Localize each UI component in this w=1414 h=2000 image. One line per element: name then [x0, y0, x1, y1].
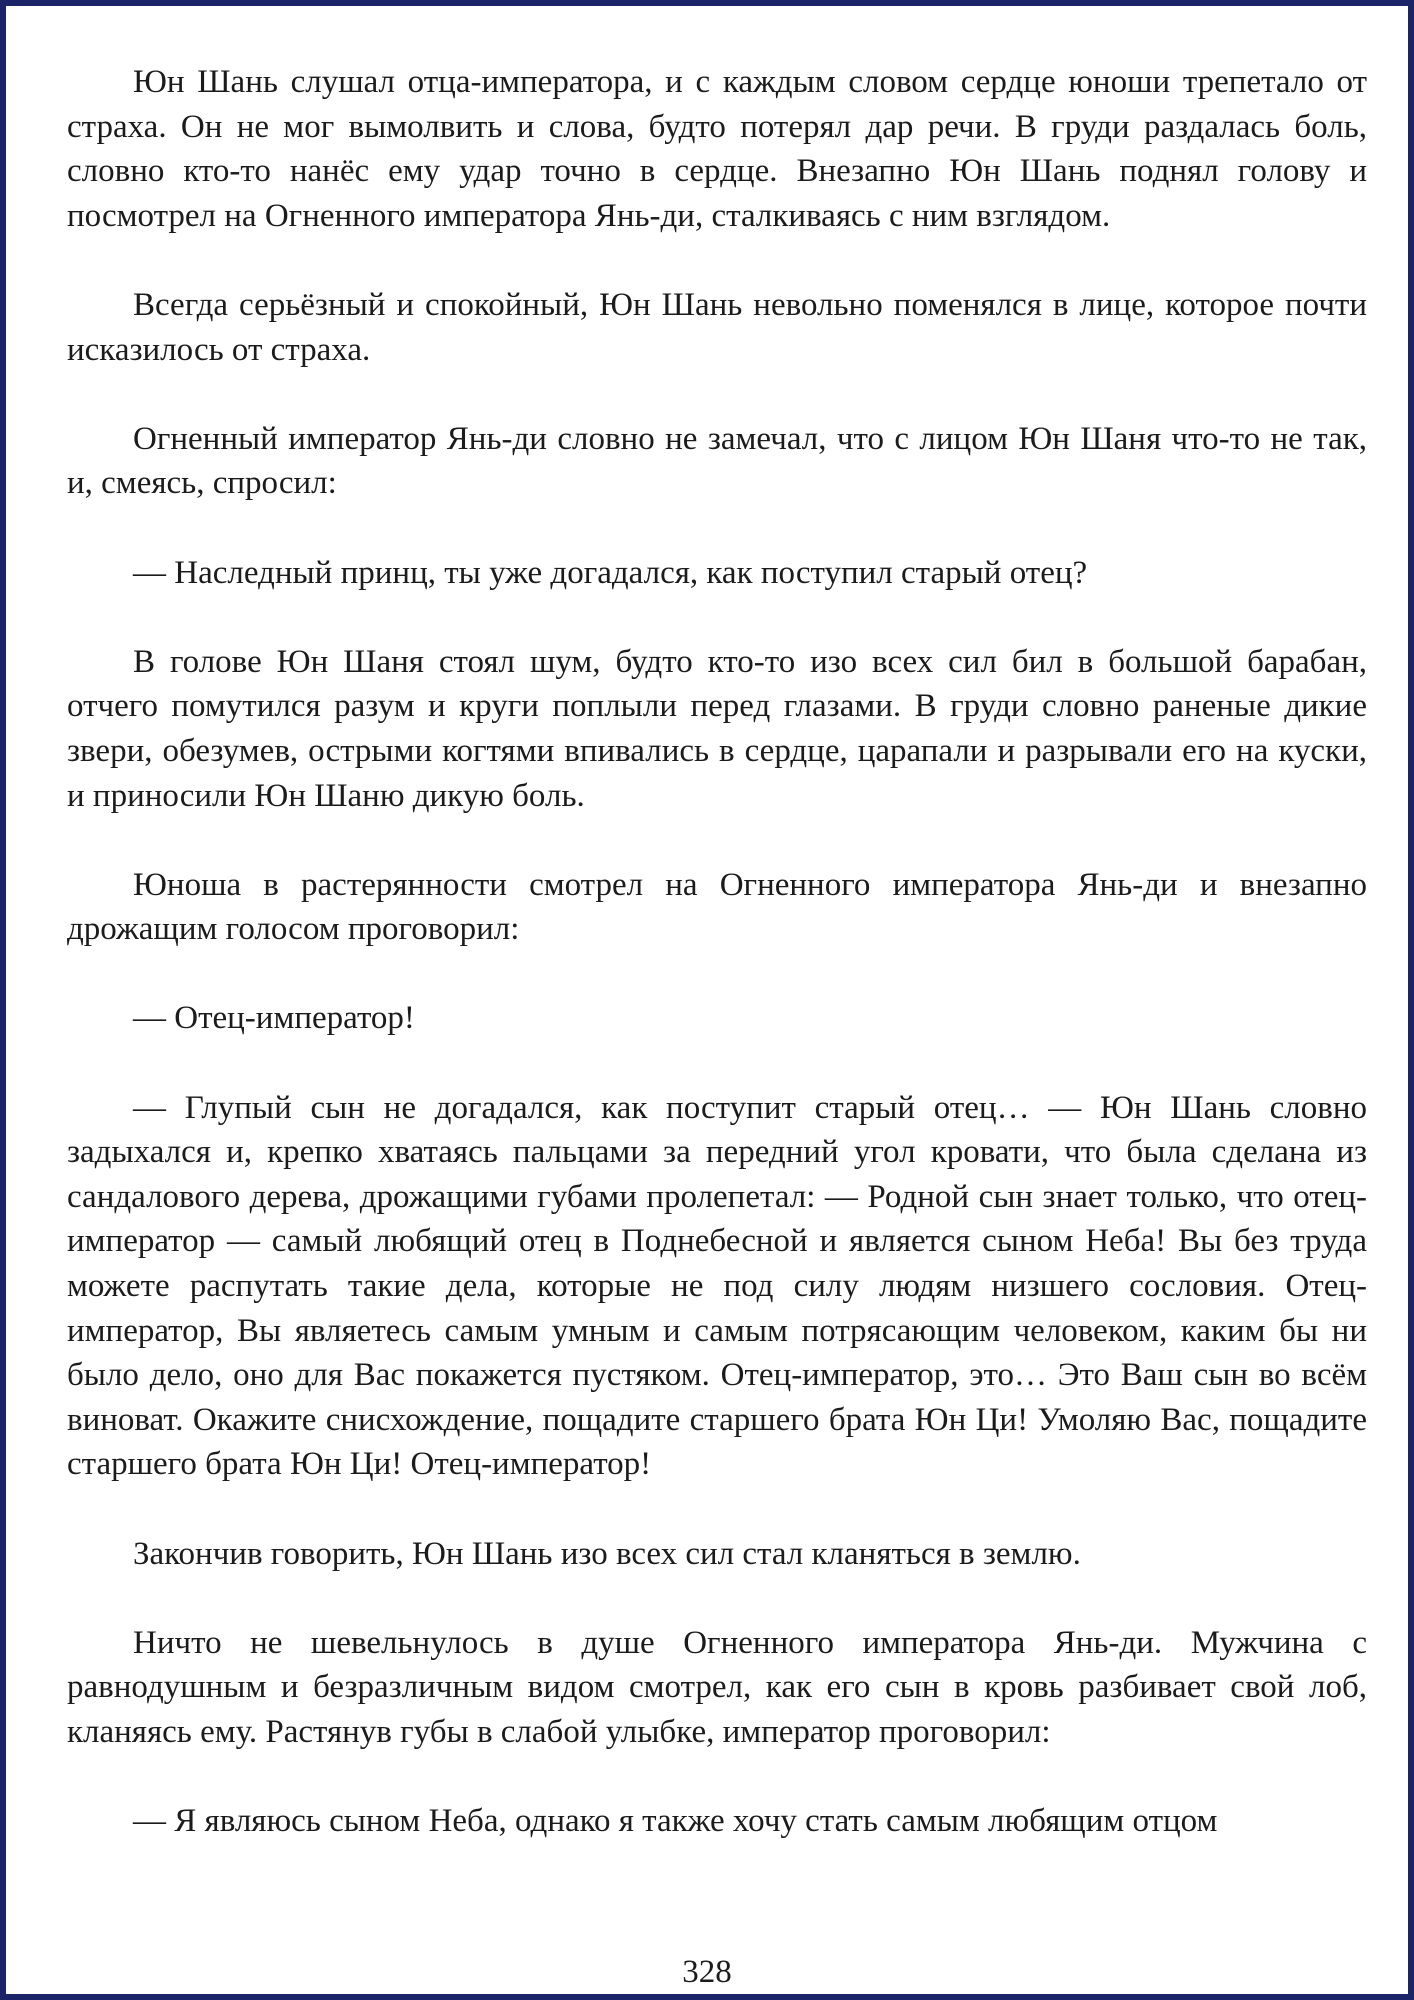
paragraph: — Я являюсь сыном Неба, однако я также хочу стать самым любящим отцом: [133, 1803, 1218, 1840]
page-number: 328: [682, 1954, 732, 1990]
paragraph: Юн Шань слушал отца-императора, и с каждым словом сердце юноши трепетало от страха. Он не мог вымолвить и слова, будто потерял дар речи. В груди раздалась боль, словно кто-то нанёс ему удар точно в сердце. Внезапно Юн Шань поднял голову и посмотрел на Огненного императора Янь-ди, сталкиваясь с ним взглядом.: [67, 64, 1367, 234]
paragraph: Ничто не шевельнулось в душе Огненного императора Янь-ди. Мужчина с равнодушным и безразличным видом смотрел, как его сын в кровь разбивает свой лоб, кланяясь ему. Растянув губы в слабой улыбке, император проговорил:: [67, 1624, 1367, 1750]
paragraph: — Глупый сын не догадался, как поступит старый отец… — Юн Шань словно задыхался и, крепко хватаясь пальцами за передний угол кровати, что была сделана из сандалового дерева, дрожащими губами пролепетал: — Родной сын знает только, что отец-император — самый любящий отец в Поднебесной и является сыном Неба! Вы без труда можете распутать такие дела, которые не под силу людям низшего сословия. Отец-император, Вы являетесь самым умным и самым потрясающим человеком, каким бы ни было дело, оно для Вас покажется пустяком. Отец-император, это… Это Ваш сын во всём виноват. Окажите снисхождение, пощадите старшего брата Юн Ци! Умоляю Вас, пощадите старшего брата Юн Ци! Отец-император!: [67, 1089, 1367, 1483]
paragraph: Огненный император Янь-ди словно не замечал, что с лицом Юн Шаня что-то не так, и, смеясь, спросил:: [67, 420, 1367, 502]
paragraph: Закончив говорить, Юн Шань изо всех сил стал кланяться в землю.: [133, 1535, 1081, 1572]
paragraph: — Отец-император!: [133, 1000, 415, 1037]
paragraph: — Наследный принц, ты уже догадался, как поступил старый отец?: [133, 554, 1088, 591]
paragraph: Юноша в растерянности смотрел на Огненного императора Янь-ди и внезапно дрожащим голосом проговорил:: [67, 866, 1367, 948]
paragraph: Всегда серьёзный и спокойный, Юн Шань невольно поменялся в лице, которое почти исказилось от страха.: [67, 286, 1367, 368]
page-text: [67, 60, 1367, 1888]
paragraph: В голове Юн Шаня стоял шум, будто кто-то изо всех сил бил в большой барабан, отчего помутился разум и круги поплыли перед глазами. В груди словно раненые дикие звери, обезумев, острыми когтями впивались в сердце, царапали и разрывали его на куски, и приносили Юн Шаню дикую боль.: [67, 643, 1367, 814]
